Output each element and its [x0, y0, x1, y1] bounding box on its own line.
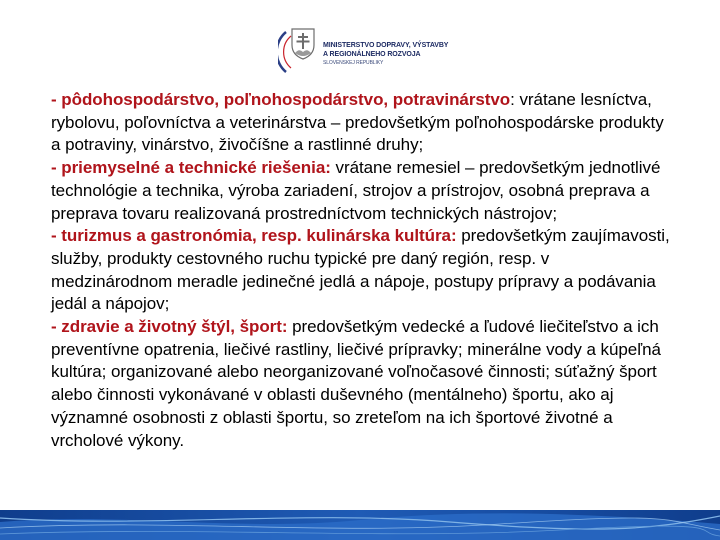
paragraph-text: vrátane remesiel – predovšetkým jednotlivé technológie a technika, výroba zariadení, strojov a prístrojov, osobná preprava a preprava tovaru realizovaná prostredníctvom technických nástrojov; — [51, 158, 661, 223]
paragraph-heading: - priemyselné a technické riešenia: — [51, 158, 331, 178]
paragraph-health — [51, 316, 671, 452]
paragraph-text: : vrátane lesníctva, rybolovu, poľovníctva a veterinárstva – predovšetkým poľnohospodárske produkty a potraviny, vinárstvo, živočíšne a rastlinné druhy; — [51, 90, 664, 155]
paragraph-text: predovšetkým vedecké a ľudové liečiteľstvo a ich preventívne opatrenia, liečivé rastliny, liečivé prípravky; minerálne vody a kúpeľná kultúra; organizované alebo neorganizované voľnočasové činnosti; súťažný šport alebo činnosti vykonávané v oblasti duševného (mentálneho) športu, ako aj významné osobnosti z oblasti športu, so zreteľom na ich športové životné a vrcholové výkony. — [51, 317, 661, 450]
logo-line-2: A REGIONÁLNEHO ROZVOJA — [323, 51, 421, 58]
paragraph-agriculture — [51, 89, 671, 157]
logo-line-3: SLOVENSKEJ REPUBLIKY — [323, 60, 384, 66]
ministry-logo — [278, 22, 478, 82]
ministry-name — [323, 41, 448, 67]
slovak-coat-of-arms-icon — [290, 27, 316, 61]
footer-wave-band — [0, 510, 720, 540]
logo-line-1: MINISTERSTVO DOPRAVY, VÝSTAVBY — [323, 42, 449, 49]
paragraph-industry — [51, 157, 671, 225]
paragraph-heading: - pôdohospodárstvo, poľnohospodárstvo, potravinárstvo — [51, 90, 511, 109]
paragraph-text: predovšetkým zaujímavosti, služby, produkty cestovného ruchu typické pre daný región, resp. v medzinárodnom meradle jedinečné jedlá a nápoje, postupy prípravy a podávania jedál a nápojov; — [51, 226, 670, 314]
paragraph-heading: - turizmus a gastronómia, resp. kulinárska kultúra: — [51, 226, 457, 246]
document-body — [51, 89, 671, 452]
paragraph-tourism — [51, 225, 671, 316]
paragraph-heading: - zdravie a životný štýl, šport: — [51, 317, 288, 337]
